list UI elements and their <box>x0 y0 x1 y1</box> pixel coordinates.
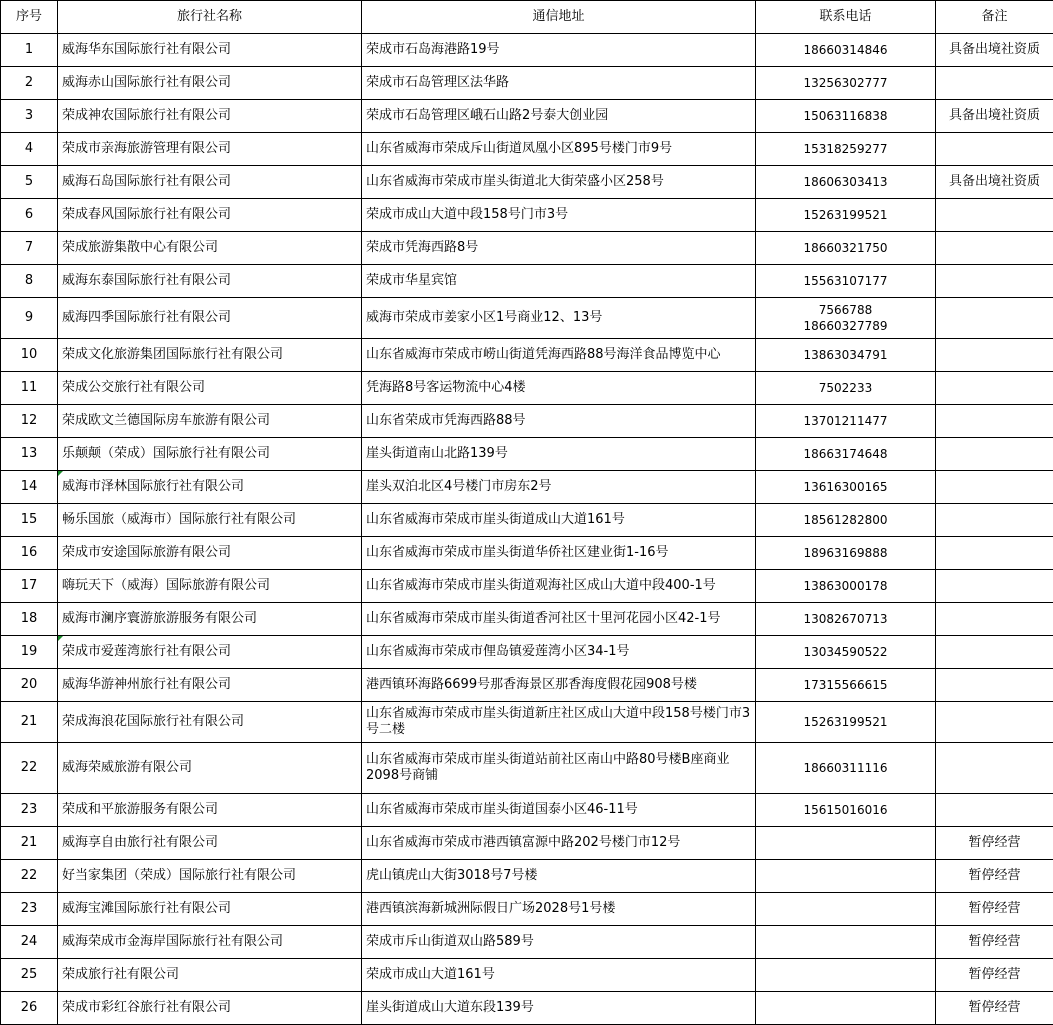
table-body <box>1 34 1053 1025</box>
agency-note: 暂停经营 <box>936 893 1053 926</box>
table-row <box>1 743 1053 794</box>
agency-address: 山东省威海市荣成斥山街道凤凰小区895号楼门市9号 <box>362 133 756 166</box>
row-index: 14 <box>1 471 58 504</box>
row-index: 13 <box>1 438 58 471</box>
agency-note <box>936 339 1053 372</box>
row-index: 11 <box>1 372 58 405</box>
agency-address: 山东省威海市荣成市崖头街道站前社区南山中路80号楼B座商业2098号商铺 <box>362 743 756 794</box>
agency-address: 山东省威海市荣成市崖头街道北大街荣盛小区258号 <box>362 166 756 199</box>
table-row <box>1 265 1053 298</box>
agency-note: 暂停经营 <box>936 926 1053 959</box>
agency-name: 荣成旅游集散中心有限公司 <box>58 232 362 265</box>
table-row <box>1 199 1053 232</box>
header-note: 备注 <box>936 1 1053 34</box>
agency-address: 山东省威海市荣成市崖头街道华侨社区建业街1-16号 <box>362 537 756 570</box>
row-index: 22 <box>1 743 58 794</box>
table-row <box>1 438 1053 471</box>
header-name: 旅行社名称 <box>58 1 362 34</box>
agency-phone <box>756 926 936 959</box>
row-index: 17 <box>1 570 58 603</box>
agency-address: 荣成市石岛管理区峨石山路2号泰大创业园 <box>362 100 756 133</box>
agency-name: 威海东泰国际旅行社有限公司 <box>58 265 362 298</box>
agency-address: 荣成市成山大道161号 <box>362 959 756 992</box>
agency-name: 威海宝滩国际旅行社有限公司 <box>58 893 362 926</box>
agency-name: 威海四季国际旅行社有限公司 <box>58 298 362 339</box>
agency-note <box>936 265 1053 298</box>
table-row <box>1 827 1053 860</box>
agency-phone: 18660321750 <box>756 232 936 265</box>
agency-address: 荣成市石岛海港路19号 <box>362 34 756 67</box>
agency-phone <box>756 959 936 992</box>
agency-address: 山东省威海市荣成市崖头街道成山大道161号 <box>362 504 756 537</box>
agency-note <box>936 537 1053 570</box>
agency-address: 山东省威海市荣成市崖头街道新庄社区成山大道中段158号楼门市3号二楼 <box>362 702 756 743</box>
agency-address: 山东省威海市荣成市崖头街道观海社区成山大道中段400-1号 <box>362 570 756 603</box>
agency-phone <box>756 893 936 926</box>
row-index: 21 <box>1 702 58 743</box>
agency-phone: 13863034791 <box>756 339 936 372</box>
row-index: 8 <box>1 265 58 298</box>
agency-name: 荣成旅行社有限公司 <box>58 959 362 992</box>
table-row <box>1 794 1053 827</box>
agency-note: 暂停经营 <box>936 860 1053 893</box>
agency-address: 山东省威海市荣成市俚岛镇爱莲湾小区34-1号 <box>362 636 756 669</box>
table-row <box>1 405 1053 438</box>
agency-phone: 13616300165 <box>756 471 936 504</box>
agency-name: 威海赤山国际旅行社有限公司 <box>58 67 362 100</box>
table-row <box>1 669 1053 702</box>
table-row <box>1 992 1053 1025</box>
table-row <box>1 570 1053 603</box>
agency-name: 荣成文化旅游集团国际旅行社有限公司 <box>58 339 362 372</box>
agency-phone: 13863000178 <box>756 570 936 603</box>
table-row <box>1 926 1053 959</box>
agency-phone: 13701211477 <box>756 405 936 438</box>
agency-address: 荣成市成山大道中段158号门市3号 <box>362 199 756 232</box>
row-index: 16 <box>1 537 58 570</box>
agency-note <box>936 504 1053 537</box>
table-row <box>1 232 1053 265</box>
agency-name: 荣成海浪花国际旅行社有限公司 <box>58 702 362 743</box>
agency-phone <box>756 860 936 893</box>
agency-name: 威海享自由旅行社有限公司 <box>58 827 362 860</box>
agency-phone: 18561282800 <box>756 504 936 537</box>
agency-name: 荣成市安途国际旅游有限公司 <box>58 537 362 570</box>
agency-phone: 15318259277 <box>756 133 936 166</box>
agency-phone <box>756 992 936 1025</box>
table-row <box>1 537 1053 570</box>
agency-address: 凭海路8号客运物流中心4楼 <box>362 372 756 405</box>
agency-address: 山东省威海市荣成市崖头街道国泰小区46-11号 <box>362 794 756 827</box>
agency-address: 崖头街道南山北路139号 <box>362 438 756 471</box>
agency-phone <box>756 827 936 860</box>
agency-note <box>936 67 1053 100</box>
agency-name: 威海石岛国际旅行社有限公司 <box>58 166 362 199</box>
table-row <box>1 166 1053 199</box>
agency-note: 具备出境社资质 <box>936 100 1053 133</box>
agency-note: 具备出境社资质 <box>936 166 1053 199</box>
row-index: 19 <box>1 636 58 669</box>
row-index: 25 <box>1 959 58 992</box>
table-row <box>1 959 1053 992</box>
agency-address: 港西镇滨海新城洲际假日广场2028号1号楼 <box>362 893 756 926</box>
agency-phone: 18606303413 <box>756 166 936 199</box>
agency-address: 荣成市华星宾馆 <box>362 265 756 298</box>
row-index: 4 <box>1 133 58 166</box>
agency-note <box>936 743 1053 794</box>
table-row <box>1 133 1053 166</box>
agency-name: 荣成市亲海旅游管理有限公司 <box>58 133 362 166</box>
agency-address: 虎山镇虎山大街3018号7号楼 <box>362 860 756 893</box>
row-index: 26 <box>1 992 58 1025</box>
table-row <box>1 603 1053 636</box>
header-index: 序号 <box>1 1 58 34</box>
agency-note: 暂停经营 <box>936 992 1053 1025</box>
row-index: 20 <box>1 669 58 702</box>
row-index: 24 <box>1 926 58 959</box>
agency-note: 暂停经营 <box>936 959 1053 992</box>
table-row <box>1 339 1053 372</box>
header-row <box>1 1 1053 34</box>
agency-name: 荣成市彩红谷旅行社有限公司 <box>58 992 362 1025</box>
table-row <box>1 636 1053 669</box>
agency-name: 威海荣威旅游有限公司 <box>58 743 362 794</box>
table-row <box>1 702 1053 743</box>
agency-note <box>936 570 1053 603</box>
row-index: 15 <box>1 504 58 537</box>
table-row <box>1 893 1053 926</box>
agency-name: 威海市澜序寰游旅游服务有限公司 <box>58 603 362 636</box>
agency-address: 山东省荣成市凭海西路88号 <box>362 405 756 438</box>
header-address: 通信地址 <box>362 1 756 34</box>
row-index: 9 <box>1 298 58 339</box>
row-index: 23 <box>1 794 58 827</box>
agency-phone: 18663174648 <box>756 438 936 471</box>
agency-note <box>936 794 1053 827</box>
agency-note <box>936 232 1053 265</box>
agency-address: 崖头双泊北区4号楼门市房东2号 <box>362 471 756 504</box>
agency-name: 乐颠颠（荣成）国际旅行社有限公司 <box>58 438 362 471</box>
agency-name: 好当家集团（荣成）国际旅行社有限公司 <box>58 860 362 893</box>
row-index: 5 <box>1 166 58 199</box>
agency-phone: 18660311116 <box>756 743 936 794</box>
agency-name: 荣成市爱莲湾旅行社有限公司 <box>58 636 362 669</box>
phone-line: 7566788 <box>760 302 931 318</box>
table-row <box>1 471 1053 504</box>
agency-phone: 17315566615 <box>756 669 936 702</box>
row-index: 18 <box>1 603 58 636</box>
agency-address: 荣成市石岛管理区法华路 <box>362 67 756 100</box>
agency-name: 荣成欧文兰德国际房车旅游有限公司 <box>58 405 362 438</box>
agency-phone: 18963169888 <box>756 537 936 570</box>
agency-phone <box>756 298 936 339</box>
agency-address: 山东省威海市荣成市崂山街道凭海西路88号海洋食品博览中心 <box>362 339 756 372</box>
agency-phone: 13034590522 <box>756 636 936 669</box>
agency-phone: 15263199521 <box>756 199 936 232</box>
table-row <box>1 372 1053 405</box>
agency-name: 荣成春风国际旅行社有限公司 <box>58 199 362 232</box>
row-index: 7 <box>1 232 58 265</box>
agency-note <box>936 669 1053 702</box>
agency-note: 具备出境社资质 <box>936 34 1053 67</box>
header-phone: 联系电话 <box>756 1 936 34</box>
table-row <box>1 34 1053 67</box>
agency-name: 荣成神农国际旅行社有限公司 <box>58 100 362 133</box>
agency-phone: 7502233 <box>756 372 936 405</box>
agency-address: 威海市荣成市姜家小区1号商业12、13号 <box>362 298 756 339</box>
row-index: 6 <box>1 199 58 232</box>
agency-phone: 15563107177 <box>756 265 936 298</box>
agency-address: 崖头街道成山大道东段139号 <box>362 992 756 1025</box>
agency-address: 荣成市凭海西路8号 <box>362 232 756 265</box>
agency-note <box>936 471 1053 504</box>
row-index: 21 <box>1 827 58 860</box>
agency-name: 荣成和平旅游服务有限公司 <box>58 794 362 827</box>
row-index: 12 <box>1 405 58 438</box>
table-row <box>1 67 1053 100</box>
agency-note <box>936 603 1053 636</box>
agency-note <box>936 298 1053 339</box>
row-index: 23 <box>1 893 58 926</box>
agency-phone: 15263199521 <box>756 702 936 743</box>
agency-address: 港西镇环海路6699号那香海景区那香海度假花园908号楼 <box>362 669 756 702</box>
row-index: 3 <box>1 100 58 133</box>
table-row <box>1 100 1053 133</box>
agency-address: 荣成市斥山街道双山路589号 <box>362 926 756 959</box>
agency-note <box>936 372 1053 405</box>
agency-address: 山东省威海市荣成市崖头街道香河社区十里河花园小区42-1号 <box>362 603 756 636</box>
agency-phone: 15063116838 <box>756 100 936 133</box>
agency-name: 威海华游神州旅行社有限公司 <box>58 669 362 702</box>
phone-line: 18660327789 <box>760 318 931 334</box>
table-row <box>1 504 1053 537</box>
agency-note <box>936 636 1053 669</box>
agency-phone: 13082670713 <box>756 603 936 636</box>
row-index: 2 <box>1 67 58 100</box>
agency-phone: 18660314846 <box>756 34 936 67</box>
agency-name: 威海荣成市金海岸国际旅行社有限公司 <box>58 926 362 959</box>
row-index: 22 <box>1 860 58 893</box>
agency-note <box>936 199 1053 232</box>
agency-phone: 15615016016 <box>756 794 936 827</box>
agency-phone: 13256302777 <box>756 67 936 100</box>
agency-address: 山东省威海市荣成市港西镇富源中路202号楼门市12号 <box>362 827 756 860</box>
agency-note <box>936 405 1053 438</box>
row-index: 1 <box>1 34 58 67</box>
agency-name: 威海华东国际旅行社有限公司 <box>58 34 362 67</box>
agency-note <box>936 702 1053 743</box>
agency-note <box>936 133 1053 166</box>
row-index: 10 <box>1 339 58 372</box>
agency-name: 畅乐国旅（威海市）国际旅行社有限公司 <box>58 504 362 537</box>
agency-name: 嗨玩天下（威海）国际旅游有限公司 <box>58 570 362 603</box>
agency-note: 暂停经营 <box>936 827 1053 860</box>
table-row <box>1 298 1053 339</box>
agency-name: 荣成公交旅行社有限公司 <box>58 372 362 405</box>
agency-note <box>936 438 1053 471</box>
agency-name: 威海市泽林国际旅行社有限公司 <box>58 471 362 504</box>
table-row <box>1 860 1053 893</box>
